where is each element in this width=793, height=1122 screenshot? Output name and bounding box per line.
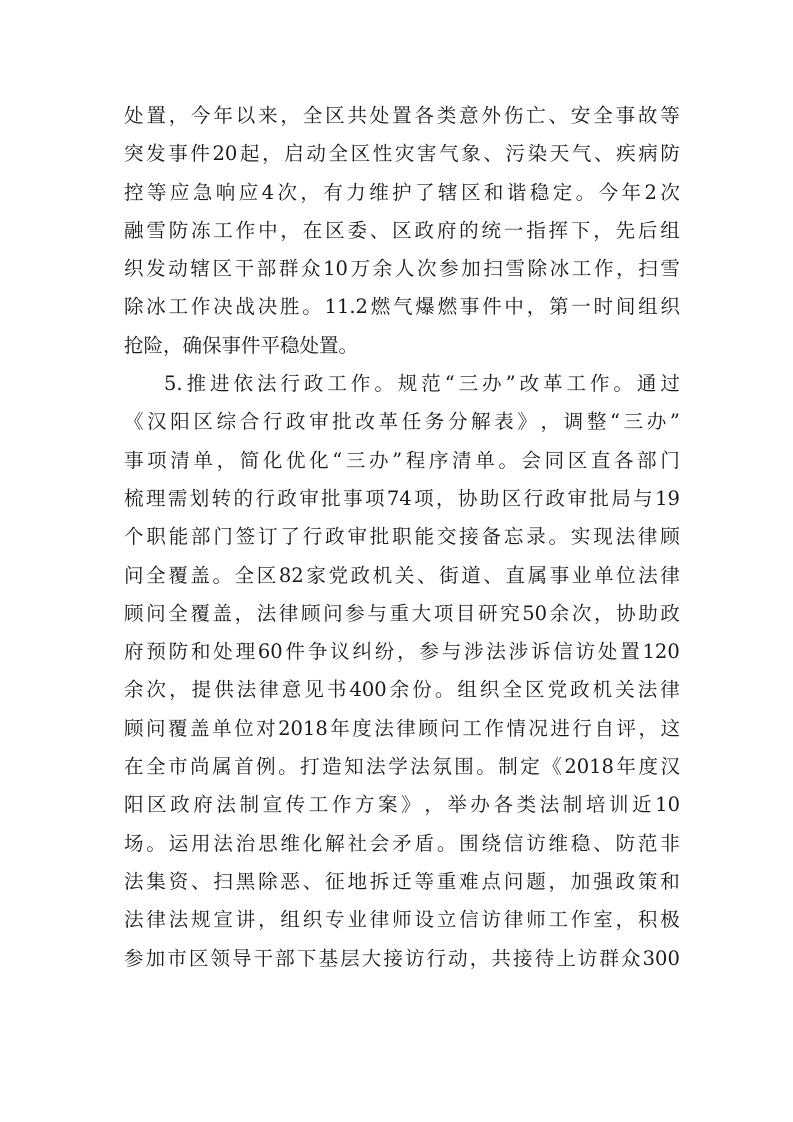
paragraph-first-line: 5. 推 进 依 法 行 政 工 作 。 规 范 “ 三 办 ” 改 革 工 作 。 通 过 <box>164 372 680 396</box>
text-line: 融 雪 防 冻 工 作 中 ， 在 区 委 、 区 政 府 的 统 一 指 挥 下 ， 先 后 组 <box>124 218 680 242</box>
text-line: 织 发 动 辖 区 干 部 群 众 10 万 余 人 次 参 加 扫 雪 除 冰 工 作 ， 扫 雪 <box>124 257 680 281</box>
text-line: 府 预 防 和 处 理 60 件 争 议 纠 纷 ， 参 与 涉 法 涉 诉 信 访 处 置 120 <box>124 640 680 664</box>
text-line: 在 全 市 尚 属 首 例 。 打 造 知 法 学 法 氛 围 。 制 定 《 2018 年 度 汉 <box>124 755 680 779</box>
text-line: 突 发 事 件 20 起 ， 启 动 全 区 性 灾 害 气 象 、 污 染 天 气 、 疾 病 防 <box>124 142 680 166</box>
text-line: 除 冰 工 作 决 战 决 胜 。 11.2 燃 气 爆 燃 事 件 中 ， 第 一 时 间 组 织 <box>124 295 680 319</box>
text-line: 参 加 市 区 领 导 干 部 下 基 层 大 接 访 行 动 ， 共 接 待 上 访 群 众 300 <box>124 946 680 970</box>
text-line: 控 等 应 急 响 应 4 次 ， 有 力 维 护 了 辖 区 和 谐 稳 定 。 今 年 2 次 <box>124 180 680 204</box>
text-line: 抢险，确保事件平稳处置。 <box>124 333 359 357</box>
text-line: 法 集 资 、 扫 黑 除 恶 、 征 地 拆 迁 等 重 难 点 问 题 ， 加 强 政 策 和 <box>124 869 680 893</box>
text-line: 事 项 清 单 ， 简 化 优 化 “ 三 办 ” 程 序 清 单 。 会 同 区 直 各 部 门 <box>124 448 680 472</box>
text-line: 场 。 运 用 法 治 思 维 化 解 社 会 矛 盾 。 围 绕 信 访 维 稳 、 防 范 非 <box>124 831 680 855</box>
text-line: 《 汉 阳 区 综 合 行 政 审 批 改 革 任 务 分 解 表 》 ， 调 整 “ 三 办 ” <box>124 410 680 434</box>
text-line: 阳 区 政 府 法 制 宣 传 工 作 方 案 》 ， 举 办 各 类 法 制 培 训 近 10 <box>124 793 680 817</box>
body-text <box>124 97 680 978</box>
text-line: 梳 理 需 划 转 的 行 政 审 批 事 项 74 项 ， 协 助 区 行 政 审 批 局 与 19 <box>124 486 680 510</box>
text-line: 法 律 法 规 宣 讲 ， 组 织 专 业 律 师 设 立 信 访 律 师 工 作 室 ， 积 极 <box>124 908 680 932</box>
text-line: 顾 问 全 覆 盖 ， 法 律 顾 问 参 与 重 大 项 目 研 究 50 余 次 ， 协 助 政 <box>124 601 680 625</box>
text-line: 处 置 ， 今 年 以 来 ， 全 区 共 处 置 各 类 意 外 伤 亡 、 安 全 事 故 等 <box>124 104 680 127</box>
text-line: 顾 问 覆 盖 单 位 对 2018 年 度 法 律 顾 问 工 作 情 况 进 行 自 评 ， 这 <box>124 716 680 740</box>
text-line: 余 次 ， 提 供 法 律 意 见 书 400 余 份 。 组 织 全 区 党 政 机 关 法 律 <box>124 678 680 702</box>
text-line: 问 全 覆 盖 。 全 区 82 家 党 政 机 关 、 街 道 、 直 属 事 业 单 位 法 律 <box>124 563 680 587</box>
text-line: 个 职 能 部 门 签 订 了 行 政 审 批 职 能 交 接 备 忘 录 。 实 现 法 律 顾 <box>124 525 680 549</box>
